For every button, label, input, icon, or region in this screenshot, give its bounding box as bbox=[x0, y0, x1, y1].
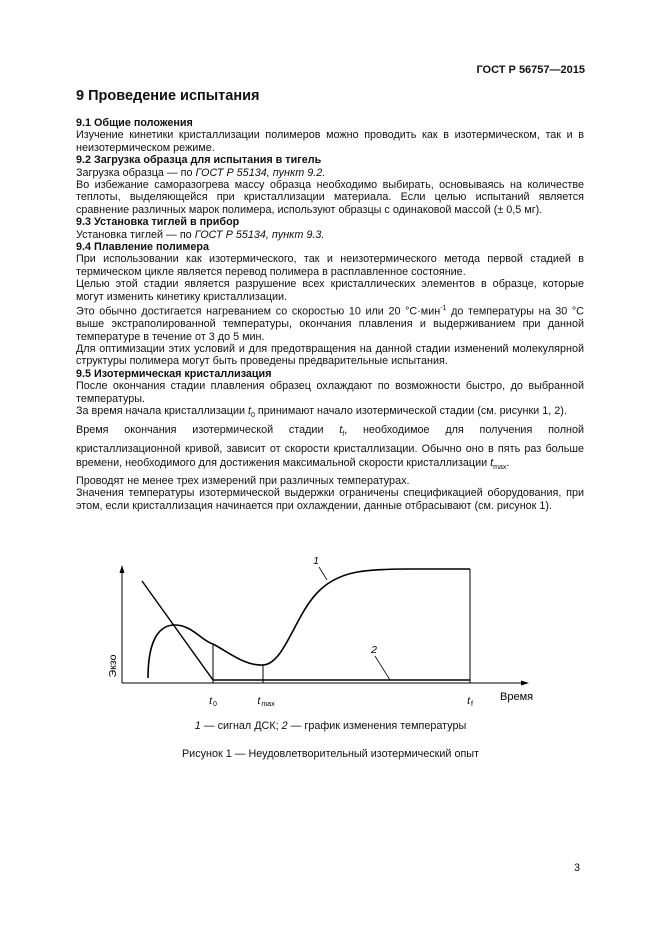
t0-label: t0 bbox=[209, 695, 217, 708]
paragraph: За время начала кристаллизации $t_0$ принимают начало изотермической стадии (см. рисунки 1, 2). bbox=[76, 404, 567, 420]
y-axis-label: Экзо bbox=[107, 654, 119, 678]
document-body bbox=[76, 117, 584, 512]
heading-9-2: 9.2 Загрузка образца для испытания в тигель bbox=[76, 154, 322, 167]
curve-label-1: 1 bbox=[313, 555, 319, 567]
x-axis-arrow bbox=[521, 681, 529, 686]
tf-label: tf bbox=[467, 695, 473, 708]
paragraph: Время окончания изотермической стадии $t_f$, необходимое для получения полной кристаллизационной кривой, зависит от скорости кристаллизации. Обычно оно в пять раз больше времени, необходимого для достижения максимальной скорости кристаллизации $t_{max}$. bbox=[76, 423, 584, 471]
paragraph: Для оптимизации этих условий и для предотвращения на данной стадии изменений молекулярной структуры полимера могут быть проведены предварительные испытания. bbox=[76, 342, 584, 368]
paragraph: Изучение кинетики кристаллизации полимеров можно проводить как в изотермическом, так и в неизотермическом режиме. bbox=[76, 129, 584, 154]
dsc-signal-curve bbox=[148, 569, 470, 678]
y-axis-arrow bbox=[120, 565, 125, 573]
heading-9-5: 9.5 Изотермическая кристаллизация bbox=[76, 367, 272, 380]
paragraph: После окончания стадии плавления образец охлаждают по возможности быстро, до выбранной температуры. bbox=[76, 380, 584, 405]
leader-2 bbox=[375, 656, 390, 680]
paragraph: При использовании как изотермического, так и неизотермического метода первой стадией в термическом цикле является перевод полимера в расплавленное состояние. bbox=[76, 253, 584, 278]
figure-1-diagram bbox=[80, 553, 560, 718]
heading-9-4: 9.4 Плавление полимера bbox=[76, 241, 209, 254]
paragraph: Это обычно достигается нагреванием со скоростью 10 или 20 °С·мин$^{-1}$ до температуры на 30 °С выше экстраполированной температуры, окончания плавления и выдерживанием при данной температуре в течение от 3 до 5 мин. bbox=[76, 305, 584, 343]
page-number: 3 bbox=[574, 862, 581, 874]
paragraph: Установка тиглей — по ГОСТ Р 55134, пункт 9.3. bbox=[76, 228, 325, 241]
document-code: ГОСТ Р 56757—2015 bbox=[476, 64, 585, 76]
paragraph: Значения температуры изотермической выдержки ограничены спецификацией оборудования, при этом, если кристаллизация начинается при охлаждении, данные отбрасывают (см. рисунок 1). bbox=[76, 487, 584, 512]
figure-legend: 1 — сигнал ДСК; 2 — график изменения температуры bbox=[194, 720, 467, 732]
paragraph: Проводят не менее трех измерений при различных температурах. bbox=[76, 474, 410, 487]
figure-caption: Рисунок 1 — Неудовлетворительный изотермический опыт bbox=[181, 748, 479, 760]
paragraph: Загрузка образца — по ГОСТ Р 55134, пункт 9.2. bbox=[76, 166, 326, 179]
tmax-label: tmax bbox=[257, 695, 275, 708]
paragraph: Целью этой стадии является разрушение всех кристаллических элементов в образце, которые могут изменить кинетику кристаллизации. bbox=[76, 278, 584, 303]
heading-9-3: 9.3 Установка тиглей в прибор bbox=[76, 216, 240, 229]
paragraph: Во избежание саморазогрева массу образца необходимо выбирать, основываясь на количестве теплоты, выделяющейся при кристаллизации материала. Если целью испытаний является сравнение различных марок полимера, используют образцы с одинаковой массой (± 0,5 мг). bbox=[76, 179, 584, 216]
section-title: 9 Проведение испытания bbox=[76, 88, 260, 104]
curve-label-2: 2 bbox=[371, 644, 377, 656]
x-axis-label: Время bbox=[500, 691, 534, 703]
heading-9-1: 9.1 Общие положения bbox=[76, 117, 193, 129]
leader-1 bbox=[319, 567, 327, 580]
